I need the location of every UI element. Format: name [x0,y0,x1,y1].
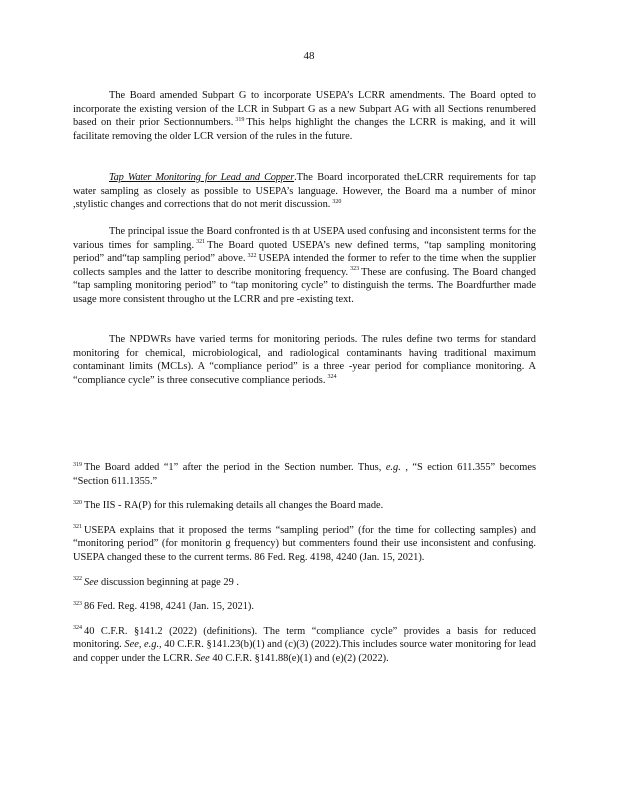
footnote-323 [73,600,536,614]
footnote-number: 320 [73,499,82,506]
paragraph-text: The NPDWRs have varied terms for monitoring periods. The rules define two terms for standard monitoring for chemical, microbiological, and radiological contaminants having traditional maximum contaminant limits (MCLs). A “compliance period” is a three -year period for compliance monitoring. A “compliance cycle” is three consecutive compliance periods. [73,334,536,386]
footnote-text: 40 C.F.R. §141.23(b)(1) and (c)(3) (2022).This includes source water monitoring for lead and copper under the LCRR. [73,639,536,664]
paragraph-principal-issue [73,225,536,307]
footnote-text-italic: e.g. [385,462,401,473]
paragraph-4 [73,333,536,401]
footnote-324 [73,625,536,666]
paragraph-1 [73,89,536,157]
paragraph-text: .The Board incorporated theLCRR requirements for tap water sampling as closely as possible to USEPA’s language. However, the Board ma a number of minor ,stylistic changes and corrections that do not merit discussion. [73,172,536,211]
page-number: 48 [303,50,315,62]
footnote-number: 323 [73,600,82,607]
footnote-ref-324[interactable]: 324 [327,374,337,381]
paragraph-text: These are confusing. The Board changed “tap sampling monitoring period” to “tap monitoring cycle” to distinguish the terms. The Boardfurther made usage more consistent througho ut the LCRR and pre -existing text. [73,266,536,305]
footnote-number: 319 [73,461,82,468]
footnote-322 [73,576,536,590]
paragraph-text: USEPA intended the former to refer to the time when the supplier collects samples and the latter to describe monitoring frequency. [73,253,536,278]
footnote-text: The Board added “1” after the period in the Section number. Thus, [84,462,386,473]
footnote-ref-321[interactable]: 321 [196,239,206,246]
paragraph-tap-water [73,171,536,212]
footnote-number: 322 [73,576,82,583]
footnote-text-italic: See [195,652,210,664]
footnote-text: 40 C.F.R. §141.2 (2022) (definitions). The term “compliance cycle” provides a basis for reduced monitoring. [73,625,536,651]
footnote-ref-323[interactable]: 323 [350,266,360,273]
paragraph-text-cont: This helps highlight the changes the LCRR is making, and it will facilitate removing the older LCR version of the rules in the future. [73,117,536,142]
footnotes-section [73,461,536,677]
paragraph-2 [73,171,536,226]
footnote-text: The IIS - RA(P) for this rulemaking details all changes the Board made. [84,500,384,512]
footnote-text: USEPA explains that it proposed the terms “sampling period” (for the time for collecting samples) and “monitoring period” (for monitorin g frequency) but commenters found their use inconsistent and confusing. USEPA changed these to the current terms. 86 Fed. Reg. 4198, 4240 (Jan. 15, 2021). [73,524,536,563]
paragraph-subpart-g [73,89,536,143]
footnote-ref-320[interactable]: 320 [332,198,342,205]
section-heading: Tap Water Monitoring for Lead and Copper [109,172,295,183]
paragraph-text: The Board amended Subpart G to incorporate USEPA’s LCRR amendments. The Board opted to incorporate the existing version of the LCR in Subpart G as a new Subpart AG with all Sections renumbered based on their prior Sectionnumbers. [73,90,536,129]
footnote-text-italic: See [84,576,99,588]
footnote-number: 324 [73,625,82,632]
footnote-text: discussion beginning at page 29 . [98,576,239,588]
footnote-number: 321 [73,524,82,531]
footnote-text-italic: See, e.g., [124,639,162,651]
footnote-text: 40 C.F.R. §141.88(e)(1) and (e)(2) (2022). [209,652,389,664]
paragraph-npdwrs [73,333,536,387]
paragraph-text: The Board quoted USEPA’s new defined terms, “tap sampling monitoring period” and“tap sampling period” above. [73,239,536,265]
footnote-text: , “S ection 611.355” becomes “Section 611.1355.” [73,462,536,487]
paragraph-3 [73,225,536,321]
footnote-ref-319[interactable]: 319 [235,116,245,123]
footnote-text: 86 Fed. Reg. 4198, 4241 (Jan. 15, 2021). [84,601,254,613]
footnote-320 [73,499,536,513]
footnote-321 [73,524,536,565]
footnote-319 [73,461,536,488]
footnote-ref-322[interactable]: 322 [247,252,257,259]
paragraph-text: The principal issue the Board confronted is th at USEPA used confusing and inconsistent terms for the various times for sampling. [73,226,536,251]
